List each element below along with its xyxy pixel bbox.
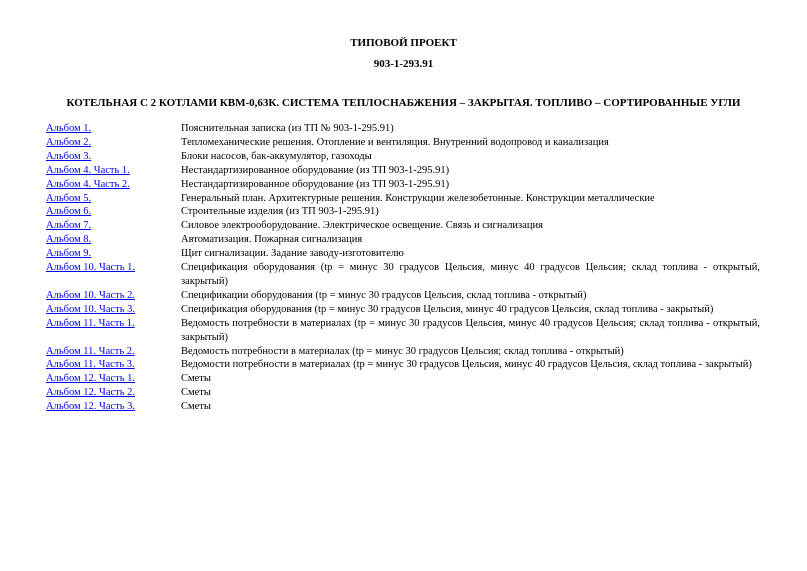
album-link-cell: [46, 150, 181, 164]
album-link-cell: [46, 345, 181, 359]
album-link[interactable]: Альбом 12. Часть 2.: [46, 387, 136, 399]
album-description: Силовое электрооборудование. Электрическое освещение. Связь и сигнализация: [181, 220, 543, 232]
album-row: [46, 261, 760, 289]
album-description: Нестандартизированное оборудование (из ТП 903-1-295.91): [181, 178, 450, 190]
album-link[interactable]: Альбом 8.: [46, 234, 92, 246]
album-link-cell: [46, 317, 181, 345]
album-link-cell: [46, 247, 181, 261]
album-link-cell: [46, 219, 181, 233]
album-description: Сметы: [181, 373, 211, 385]
album-link-cell: [46, 289, 181, 303]
album-row: [46, 219, 760, 233]
album-link[interactable]: Альбом 11. Часть 2.: [46, 345, 135, 357]
album-link[interactable]: Альбом 10. Часть 2.: [46, 289, 136, 301]
album-row: [46, 358, 760, 372]
album-row: [46, 205, 760, 219]
album-list: [46, 122, 760, 414]
album-description: Ведомость потребности в материалах (tp = минус 30 градусов Цельсия, минус 40 градусов Цельсия; склад топлива - открытый, закрытый): [181, 317, 760, 343]
album-description: Спецификации оборудования (tp = минус 30 градусов Цельсия, склад топлива - открытый): [181, 289, 587, 301]
album-description: Сметы: [181, 387, 211, 399]
album-link[interactable]: Альбом 5.: [46, 192, 92, 204]
album-link-cell: [46, 358, 181, 372]
album-row: [46, 233, 760, 247]
album-link[interactable]: Альбом 11. Часть 1.: [46, 317, 135, 329]
album-description: Нестандартизированное оборудование (из ТП 903-1-295.91): [181, 164, 450, 176]
album-row: [46, 400, 760, 414]
album-description: Пояснительная записка (из ТП № 903-1-295.91): [181, 123, 394, 134]
album-description: Ведомость потребности в материалах (tp = минус 30 градусов Цельсия; склад топлива - открытый): [181, 345, 624, 357]
album-row: [46, 317, 760, 345]
album-link[interactable]: Альбом 12. Часть 1.: [46, 373, 136, 385]
album-link-cell: [46, 178, 181, 192]
album-link-cell: [46, 136, 181, 150]
album-row: [46, 178, 760, 192]
album-row: [46, 192, 760, 206]
album-row: [46, 386, 760, 400]
album-description: Автоматизация. Пожарная сигнализация: [181, 234, 363, 246]
album-row: [46, 122, 760, 136]
project-code: 903-1-293.91: [373, 58, 434, 70]
album-link[interactable]: Альбом 2.: [46, 136, 92, 148]
album-link-cell: [46, 205, 181, 219]
album-description: Спецификация оборудования (tp = минус 30 градусов Цельсия, минус 40 градусов Цельсия; склад топлива - открытый, закрытый): [181, 262, 760, 287]
album-link-cell: [46, 400, 181, 414]
album-row: [46, 136, 760, 150]
doc-title: ТИПОВОЙ ПРОЕКТ: [350, 37, 457, 49]
album-link[interactable]: Альбом 1.: [46, 123, 92, 134]
album-link[interactable]: Альбом 6.: [46, 206, 92, 218]
album-row: [46, 164, 760, 178]
album-link[interactable]: Альбом 11. Часть 3.: [46, 359, 135, 371]
album-link-cell: [46, 164, 181, 178]
album-row: [46, 372, 760, 386]
album-description: Спецификация оборудования (tp = минус 30 градусов Цельсия, минус 40 градусов Цельсия, склад топлива - закрытый): [181, 303, 714, 315]
album-link-cell: [46, 261, 181, 289]
album-link[interactable]: Альбом 10. Часть 1.: [46, 262, 136, 274]
album-list-body: [46, 122, 760, 414]
album-description: Строительные изделия (из ТП 903-1-295.91): [181, 206, 379, 218]
album-description: Ведомости потребности в материалах (tp = минус 30 градусов Цельсия, минус 40 градусов Цельсия, склад топлива - закрытый): [181, 359, 752, 371]
album-row: [46, 289, 760, 303]
album-link[interactable]: Альбом 7.: [46, 220, 92, 232]
album-row: [46, 303, 760, 317]
album-link-cell: [46, 122, 181, 136]
album-link-cell: [46, 303, 181, 317]
album-description: Щит сигнализации. Задание заводу-изготовителю: [181, 248, 404, 260]
album-description: Генеральный план. Архитектурные решения. Конструкции железобетонные. Конструкции металлические: [181, 192, 655, 204]
doc-subtitle: КОТЕЛЬНАЯ С 2 КОТЛАМИ КВМ-0,63К. СИСТЕМА ТЕПЛОСНАБЖЕНИЯ – ЗАКРЫТАЯ. ТОПЛИВО – СОРТИРОВАННЫЕ УГЛИ: [66, 97, 741, 109]
album-link-cell: [46, 192, 181, 206]
album-description: Тепломеханические решения. Отопление и вентиляция. Внутренний водопровод и канализация: [181, 136, 609, 148]
album-link[interactable]: Альбом 10. Часть 3.: [46, 303, 136, 315]
album-link[interactable]: Альбом 9.: [46, 248, 92, 260]
album-link-cell: [46, 372, 181, 386]
album-link[interactable]: Альбом 4. Часть 1.: [46, 164, 130, 176]
album-description: Блоки насосов, бак-аккумулятор, газоходы: [181, 150, 372, 162]
album-row: [46, 345, 760, 359]
album-link[interactable]: Альбом 12. Часть 3.: [46, 401, 136, 413]
album-row: [46, 247, 760, 261]
album-link-cell: [46, 233, 181, 247]
album-link-cell: [46, 386, 181, 400]
album-link[interactable]: Альбом 3.: [46, 150, 92, 162]
album-link[interactable]: Альбом 4. Часть 2.: [46, 178, 130, 190]
album-description: Сметы: [181, 401, 211, 413]
album-row: [46, 150, 760, 164]
